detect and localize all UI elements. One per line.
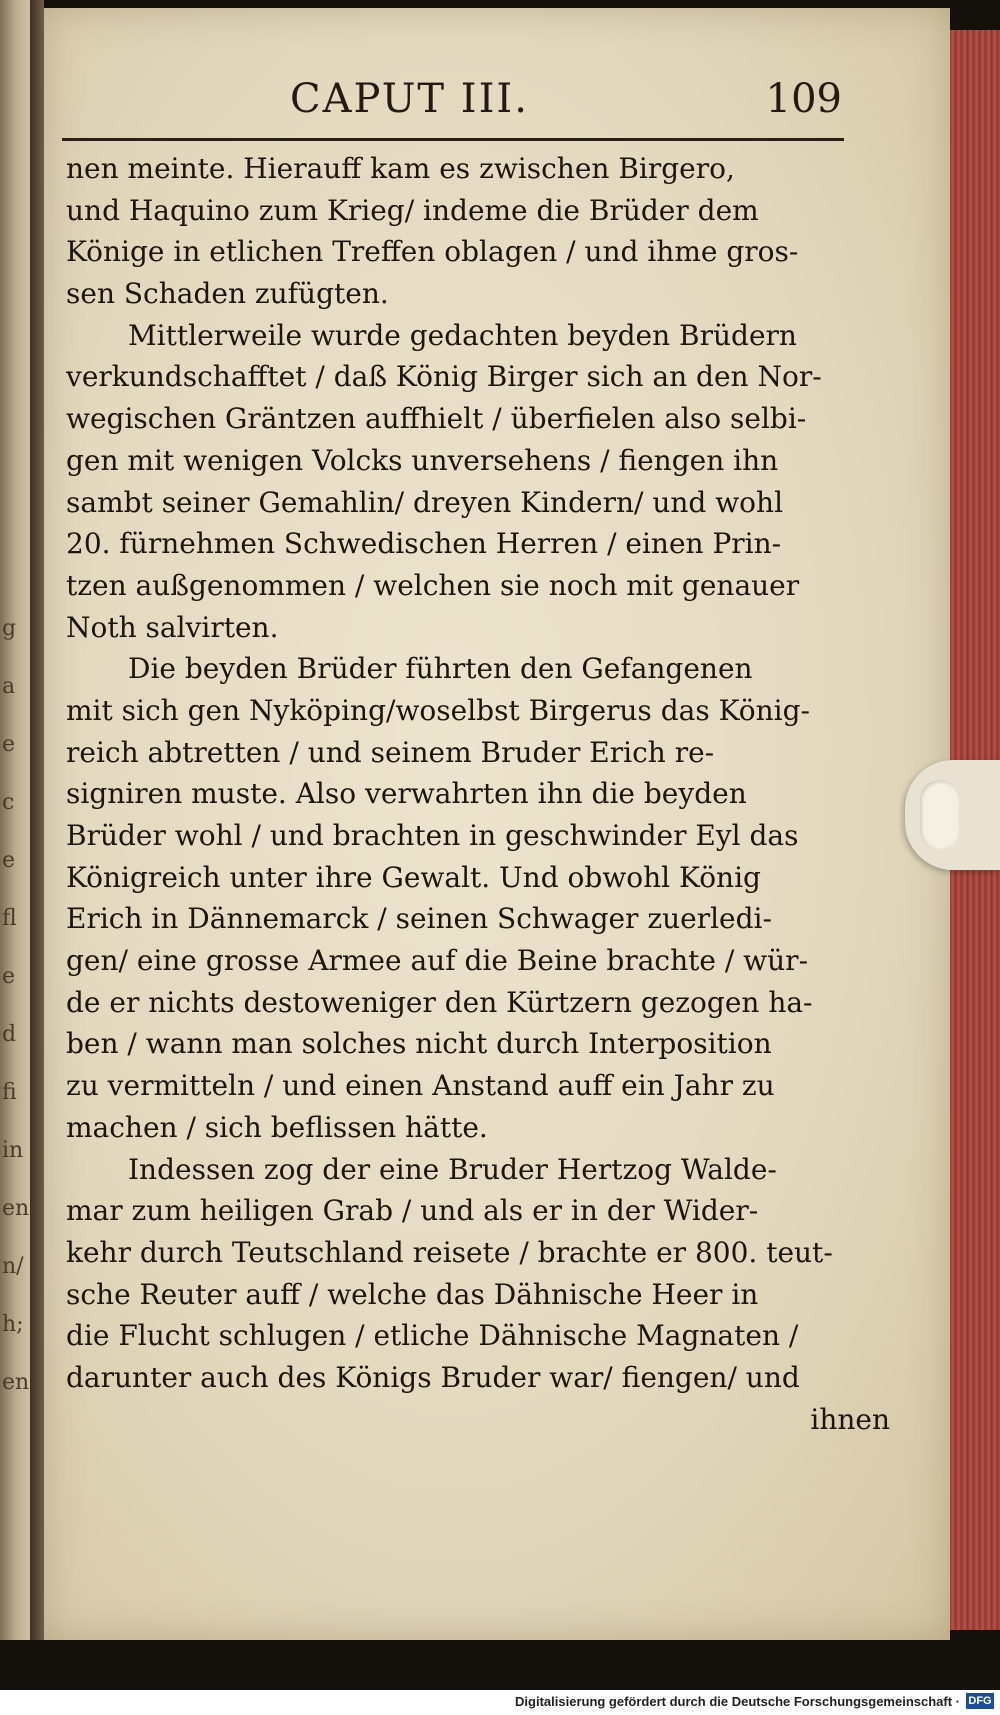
previous-page-fragment: c [2,790,15,815]
previous-page-fragment: fi [2,1080,17,1105]
text-line: die Flucht schlugen / etliche Dähnische Magnaten / [66,1319,799,1353]
previous-page-fragment: en [2,1370,30,1395]
text-line: mar zum heiligen Grab / und als er in der Wider- [66,1194,759,1228]
text-line: machen / sich beflissen hätte. [66,1110,488,1144]
text-line: Könige in etlichen Treffen oblagen / und ihme gros- [66,235,799,269]
previous-page-fragment: a [2,674,16,699]
page-clip-hole [920,780,960,850]
text-line: gen/ eine grosse Armee auf die Beine brachte / wür- [66,944,809,978]
page-number: 109 [765,76,842,122]
text-line: sen Schaden zufügten. [66,277,389,311]
text-line: zu vermitteln / und einen Anstand auff ein Jahr zu [66,1069,775,1103]
previous-page-fragment: n/ [2,1254,24,1279]
text-line: Königreich unter ihre Gewalt. Und obwohl König [66,860,761,894]
text-line: reich abtretten / und seinem Bruder Erich re- [66,735,715,769]
previous-page-fragment: e [2,732,16,757]
text-line: signiren muste. Also verwahrten ihn die beyden [66,777,747,811]
page-header [60,72,850,132]
text-line: Die beyden Brüder führten den Gefangenen [128,652,753,686]
previous-page-fragment: in [2,1138,24,1163]
previous-page-fragment: e [2,848,16,873]
dfg-logo: DFG [966,1693,994,1709]
text-line: Mittlerweile wurde gedachten beyden Brüdern [128,318,797,352]
previous-page-fragment: en [2,1196,30,1221]
text-line: gen mit wenigen Volcks unversehens / fiengen ihn [66,443,779,477]
text-line: wegischen Gräntzen auffhielt / überfielen also selbi- [66,402,807,436]
previous-page-fragment: g [2,616,17,641]
previous-page-fragment: e [2,964,16,989]
previous-page-fragment: fl [2,906,17,931]
text-line: tzen außgenommen / welchen sie noch mit genauer [66,568,800,602]
catchword: ihnen [810,1402,890,1436]
text-line: kehr durch Teutschland reisete / brachte er 800. teut- [66,1235,833,1269]
book-gutter [30,0,44,1640]
text-line: sambt seiner Gemahlin/ dreyen Kindern/ und wohl [66,485,784,519]
header-rule [62,138,844,141]
text-line: darunter auch des Königs Bruder war/ fiengen/ und [66,1360,800,1394]
previous-page-fragment: d [2,1022,17,1047]
text-line: Erich in Dännemarck / seinen Schwager zuerledi- [66,902,772,936]
text-line: sche Reuter auff / welche das Dähnische Heer in [66,1277,759,1311]
text-line: Noth salvirten. [66,610,279,644]
text-line: verkundschafftet / daß König Birger sich an den Nor- [66,360,822,394]
text-line: ben / wann man solches nicht durch Interposition [66,1027,772,1061]
previous-page-fragments [2,600,28,1412]
running-title: CAPUT III. [290,76,529,122]
digitization-credit: Digitalisierung gefördert durch die Deutsche Forschungsgemeinschaft · [515,1694,960,1709]
text-line: Brüder wohl / und brachten in geschwinder Eyl das [66,819,799,852]
text-line: Indessen zog der eine Bruder Hertzog Walde- [128,1152,777,1186]
text-line: 20. fürnehmen Schwedischen Herren / einen Prin- [66,527,782,561]
text-line: und Haquino zum Krieg/ indeme die Brüder dem [66,193,759,227]
text-line: nen meinte. Hierauff kam es zwischen Birgero, [66,152,735,185]
text-line: de er nichts destoweniger den Kürtzern gezogen ha- [66,985,813,1019]
text-line: mit sich gen Nyköping/woselbst Birgerus das König- [66,693,810,727]
body-text [66,148,890,1440]
previous-page-fragment: h; [2,1312,24,1337]
